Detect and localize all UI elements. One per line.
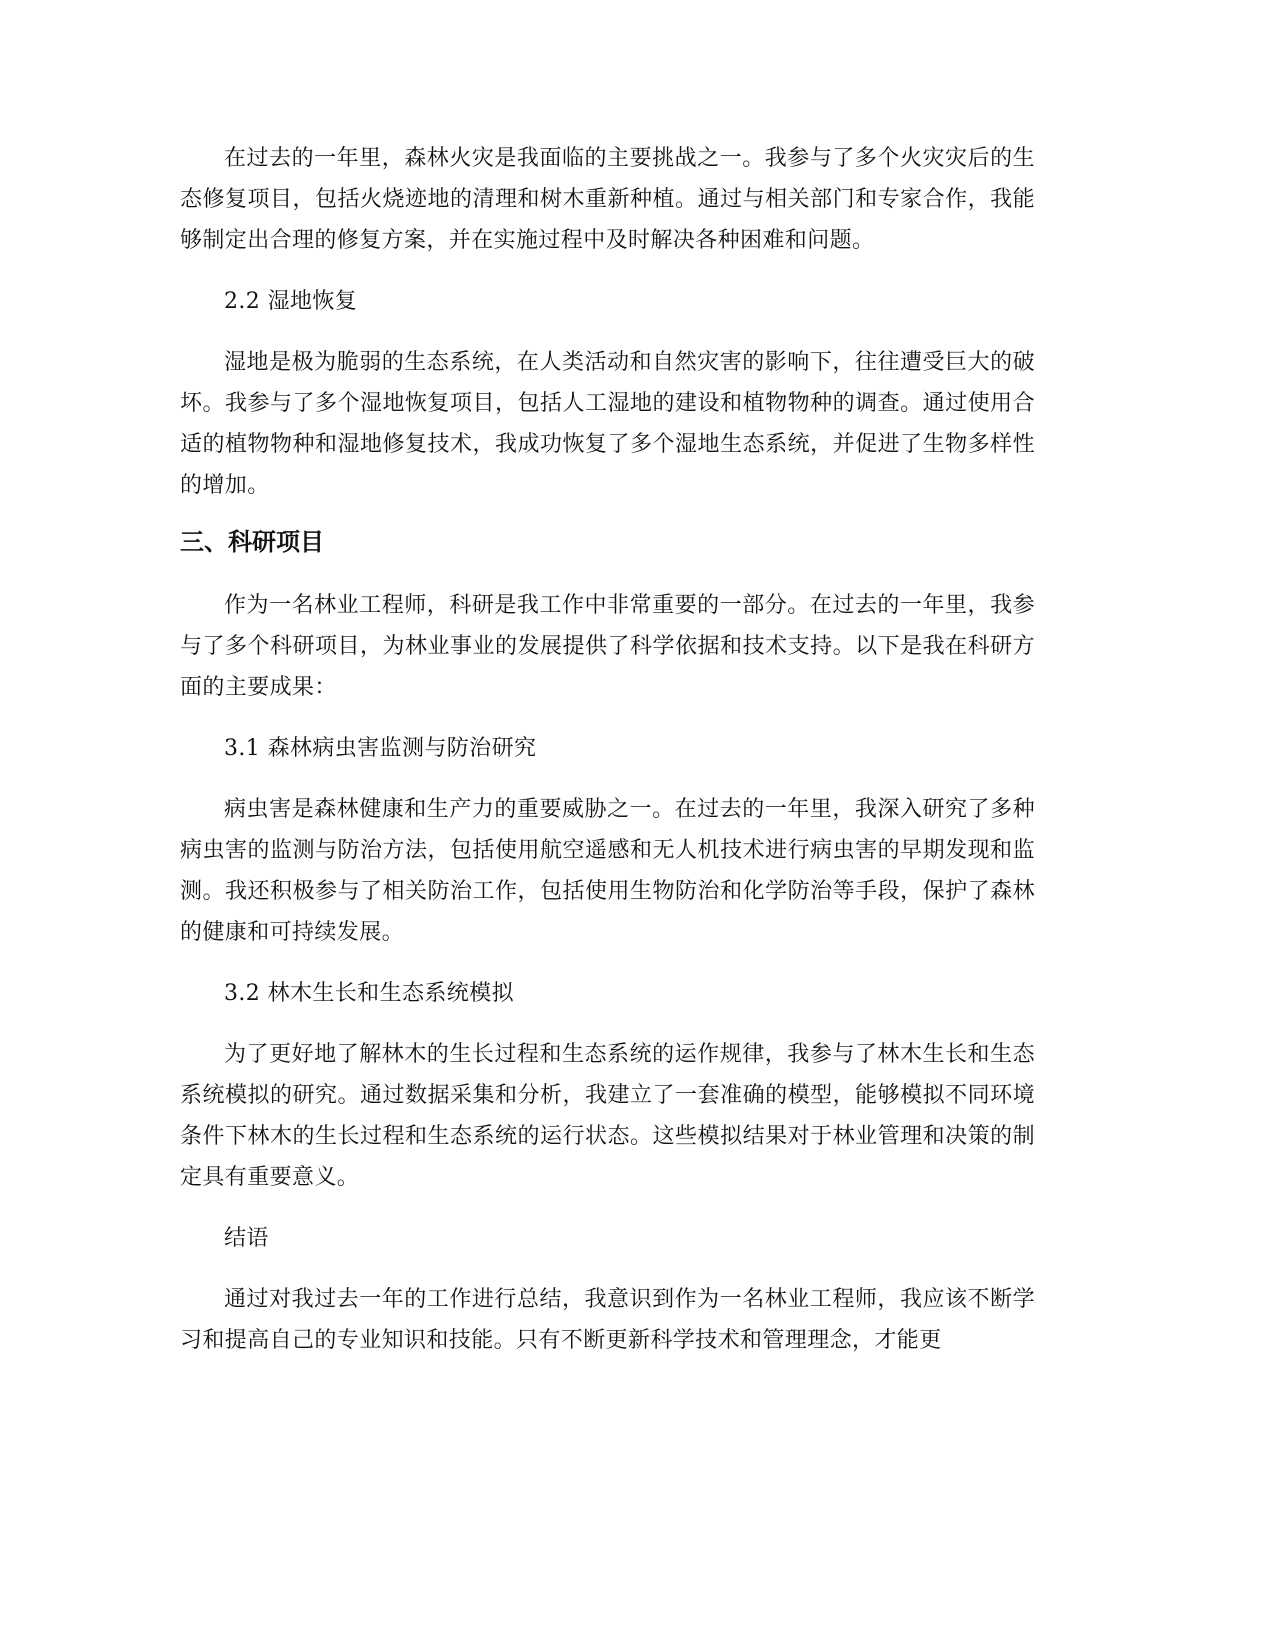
document-page [180,138,1035,1381]
section-heading-3: 三、科研项目 [180,528,324,556]
subheading-conclusion: 结语 [224,1226,269,1251]
subheading-2-2: 2.2 湿地恢复 [224,289,358,314]
paragraph-wetland: 湿地是极为脆弱的生态系统，在人类活动和自然灾害的影响下，往往遭受巨大的破坏。我参与了多个湿地恢复项目，包括人工湿地的建设和植物物种的调查。通过使用合适的植物物种和湿地修复技术，我成功恢复了多个湿地生态系统，并促进了生物多样性的增加。 [180,350,1035,498]
paragraph-growth-model: 为了更好地了解林木的生长过程和生态系统的运作规律，我参与了林木生长和生态系统模拟的研究。通过数据采集和分析，我建立了一套准确的模型，能够模拟不同环境条件下林木的生长过程和生态系统的运行状态。这些模拟结果对于林业管理和决策的制定具有重要意义。 [180,1042,1035,1190]
subheading-3-1: 3.1 森林病虫害监测与防治研究 [224,736,537,761]
paragraph-conclusion: 通过对我过去一年的工作进行总结，我意识到作为一名林业工程师，我应该不断学习和提高自己的专业知识和技能。只有不断更新科学技术和管理理念，才能更 [180,1287,1035,1353]
paragraph-pest-research: 病虫害是森林健康和生产力的重要威胁之一。在过去的一年里，我深入研究了多种病虫害的监测与防治方法，包括使用航空遥感和无人机技术进行病虫害的早期发现和监测。我还积极参与了相关防治工作，包括使用生物防治和化学防治等手段，保护了森林的健康和可持续发展。 [180,797,1035,945]
paragraph-forest-fire: 在过去的一年里，森林火灾是我面临的主要挑战之一。我参与了多个火灾灾后的生态修复项目，包括火烧迹地的清理和树木重新种植。通过与相关部门和专家合作，我能够制定出合理的修复方案，并在实施过程中及时解决各种困难和问题。 [180,146,1035,253]
subheading-3-2: 3.2 林木生长和生态系统模拟 [224,981,514,1006]
paragraph-research-intro: 作为一名林业工程师，科研是我工作中非常重要的一部分。在过去的一年里，我参与了多个科研项目，为林业事业的发展提供了科学依据和技术支持。以下是我在科研方面的主要成果： [180,593,1035,700]
